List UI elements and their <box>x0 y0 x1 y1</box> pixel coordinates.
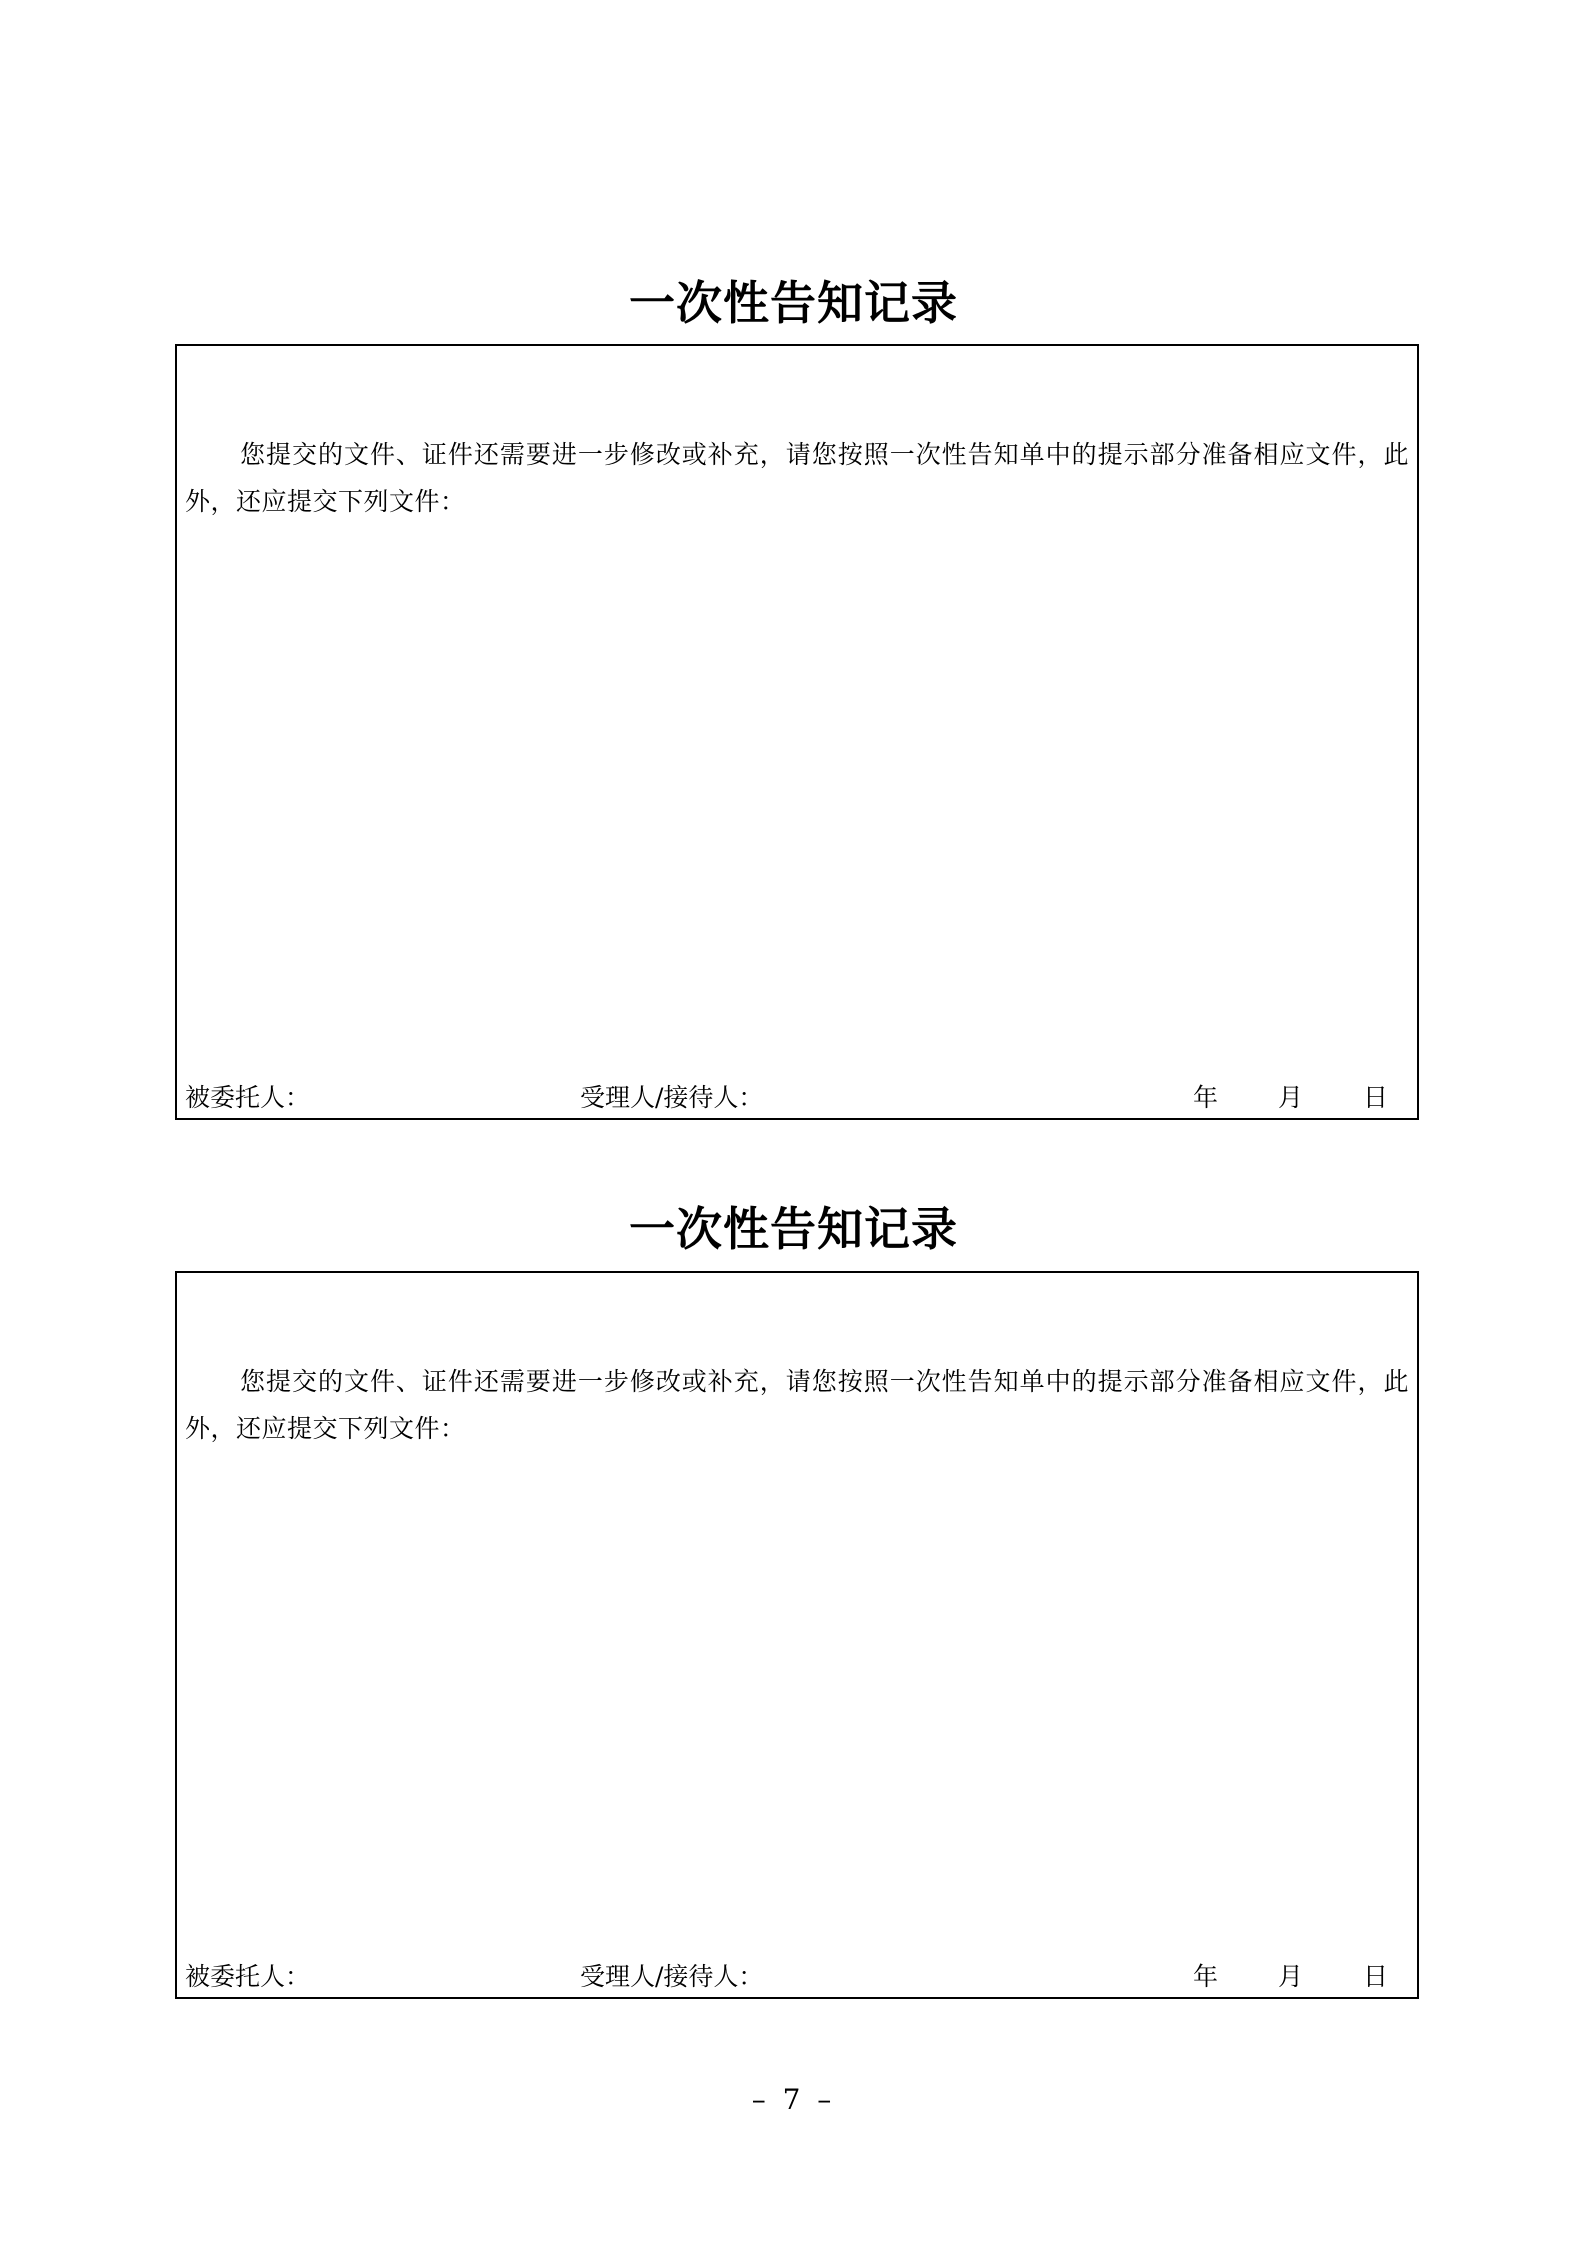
record-signature-row <box>177 1080 1417 1116</box>
client-label: 被委托人： <box>185 1962 311 1991</box>
day-label: 日 <box>1363 1083 1389 1112</box>
record-title: 一次性告知记录 <box>629 1201 958 1256</box>
receiver-label: 受理人/接待人： <box>580 1083 764 1112</box>
year-label: 年 <box>1193 1962 1219 1991</box>
record-instructions: 您提交的文件、证件还需要进一步修改或补充，请您按照一次性告知单中的提示部分准备相应文件，此外，还应提交下列文件： <box>185 440 1409 516</box>
record-form-box <box>175 1271 1419 1999</box>
receiver-label: 受理人/接待人： <box>580 1962 764 1991</box>
page-number: – 7 – <box>751 2083 836 2116</box>
client-label: 被委托人： <box>185 1083 311 1112</box>
record-form-box <box>175 344 1419 1120</box>
year-label: 年 <box>1193 1083 1219 1112</box>
record-instructions: 您提交的文件、证件还需要进一步修改或补充，请您按照一次性告知单中的提示部分准备相应文件，此外，还应提交下列文件： <box>185 1367 1409 1443</box>
month-label: 月 <box>1278 1083 1304 1112</box>
day-label: 日 <box>1363 1962 1389 1991</box>
record-title: 一次性告知记录 <box>629 275 958 330</box>
record-signature-row <box>177 1959 1417 1995</box>
month-label: 月 <box>1278 1962 1304 1991</box>
